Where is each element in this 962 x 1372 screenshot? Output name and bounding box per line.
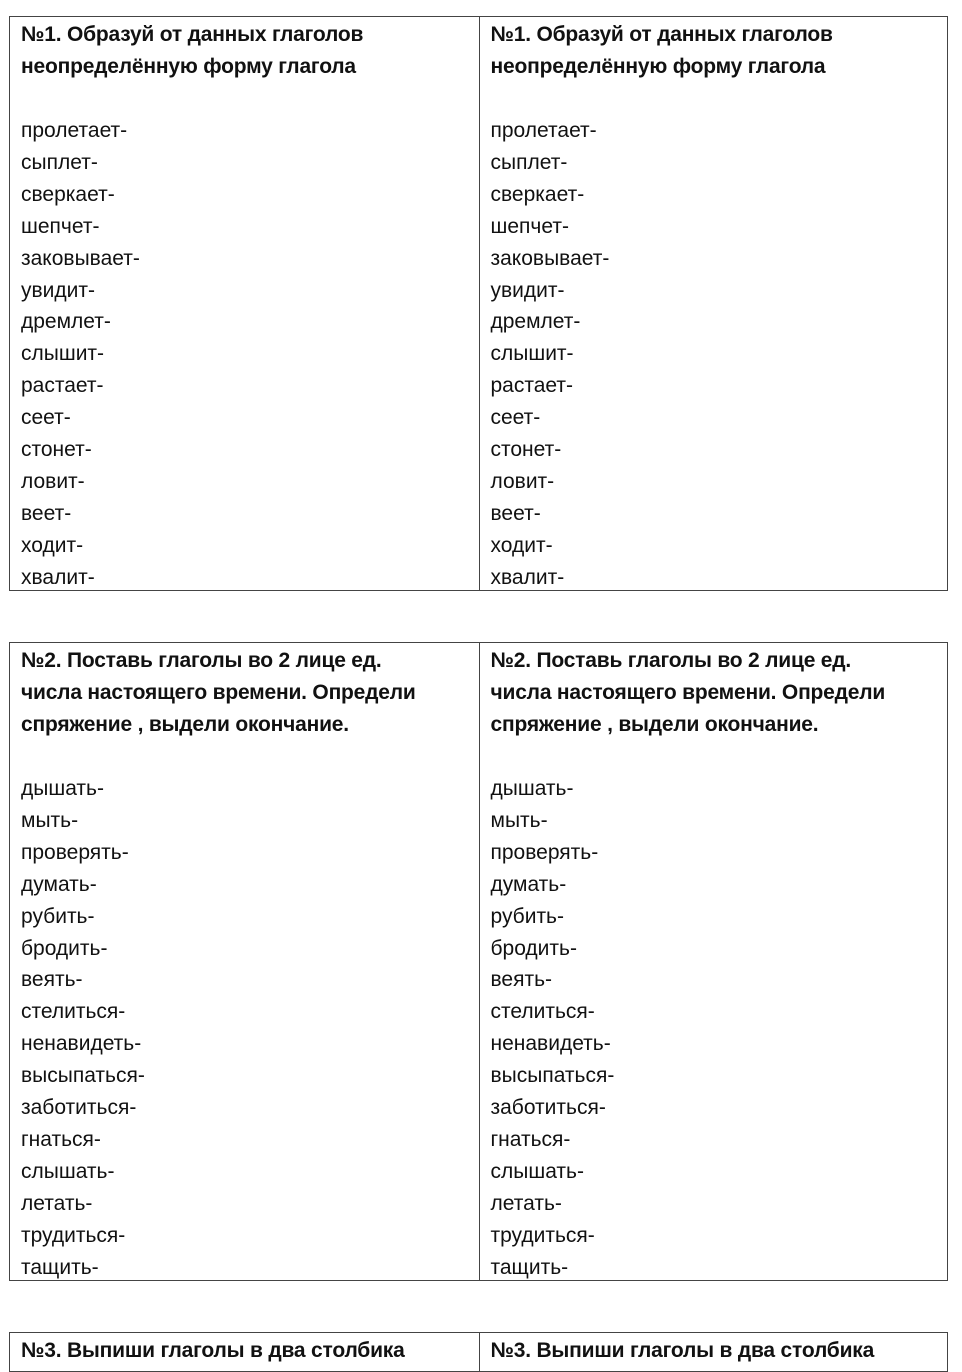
verb-item: сверкает- xyxy=(490,182,585,206)
verb-item: трудиться- xyxy=(21,1223,126,1247)
task-title: №3. Выпиши глаголы в два столбика xyxy=(21,1339,405,1362)
verb-item: рубить- xyxy=(490,904,564,928)
verb-item: ходит- xyxy=(21,533,84,557)
verb-item: сеет- xyxy=(21,406,71,430)
task-1-table xyxy=(9,16,948,591)
verb-item: хвалит- xyxy=(21,565,95,589)
verb-item: проверять- xyxy=(490,840,599,864)
verb-item: сверкает- xyxy=(21,182,115,206)
verb-item: думать- xyxy=(490,872,567,896)
verb-item: дышать- xyxy=(21,777,104,800)
verb-item: заботиться- xyxy=(21,1096,137,1120)
verb-item: летать- xyxy=(490,1191,562,1215)
verb-item: высыпаться- xyxy=(21,1064,145,1088)
task-2-card-left xyxy=(10,643,479,1280)
verb-item: думать- xyxy=(21,872,97,896)
verb-item: сыплет- xyxy=(490,150,568,174)
verb-item: веет- xyxy=(21,501,72,525)
task-3-table xyxy=(9,1332,948,1372)
verb-item: дремлет- xyxy=(21,310,111,334)
verb-item: увидит- xyxy=(21,278,95,302)
verb-item: гнаться- xyxy=(490,1127,571,1151)
task-title: №3. Выпиши глаголы в два столбика xyxy=(490,1339,875,1362)
verb-item: дышать- xyxy=(490,777,574,800)
verb-item: слышать- xyxy=(490,1159,584,1183)
verb-item: проверять- xyxy=(21,840,129,864)
verb-item: пролетает- xyxy=(490,119,597,142)
spacer xyxy=(21,83,479,115)
verb-item: стелиться- xyxy=(21,1000,126,1024)
spacer xyxy=(21,741,479,773)
verb-item: пролетает- xyxy=(21,119,128,142)
verb-item: хвалит- xyxy=(490,565,565,589)
verb-item: шепчет- xyxy=(21,214,100,238)
verb-item: трудиться- xyxy=(490,1223,595,1247)
spacer xyxy=(491,83,948,115)
task-3-card-right xyxy=(479,1333,948,1371)
verb-item: слышать- xyxy=(21,1159,115,1183)
verb-item: тащить- xyxy=(21,1255,99,1279)
verb-item: слышит- xyxy=(21,342,105,366)
task-1-card-right xyxy=(479,17,948,590)
verb-item: ненавидеть- xyxy=(490,1032,611,1056)
verb-item: ненавидеть- xyxy=(21,1032,142,1056)
task-title: №1. Образуй от данных глаголов неопределённую форму глагола xyxy=(490,23,833,78)
verb-item: растает- xyxy=(21,374,104,398)
task-2-card-right xyxy=(479,643,948,1280)
verb-item: веять- xyxy=(490,968,553,992)
verb-item: гнаться- xyxy=(21,1127,101,1151)
verb-item: веет- xyxy=(490,501,541,525)
verb-item: летать- xyxy=(21,1191,93,1215)
verb-item: заковывает- xyxy=(490,246,610,270)
verb-item: ловит- xyxy=(490,469,555,493)
task-title: №2. Поставь глаголы во 2 лице ед. числа настоящего времени. Определи спряжение , выдели окончание. xyxy=(21,649,416,736)
task-1-card-left xyxy=(10,17,479,590)
verb-item: стелиться- xyxy=(490,1000,595,1024)
verb-item: растает- xyxy=(490,374,574,398)
verb-item: шепчет- xyxy=(490,214,569,238)
verb-item: стонет- xyxy=(490,438,562,462)
verb-item: бродить- xyxy=(21,936,108,960)
verb-item: рубить- xyxy=(21,904,95,928)
spacer xyxy=(491,741,948,773)
verb-item: увидит- xyxy=(490,278,565,302)
verb-item: стонет- xyxy=(21,438,92,462)
verb-item: заковывает- xyxy=(21,246,140,270)
task-3-card-left xyxy=(10,1333,479,1371)
verb-item: сеет- xyxy=(490,406,541,430)
task-2-table xyxy=(9,642,948,1281)
verb-item: мыть- xyxy=(490,808,548,832)
verb-item: дремлет- xyxy=(490,310,581,334)
verb-item: высыпаться- xyxy=(490,1064,615,1088)
verb-item: веять- xyxy=(21,968,83,992)
verb-item: слышит- xyxy=(490,342,574,366)
task-title: №1. Образуй от данных глаголов неопределённую форму глагола xyxy=(21,23,364,78)
verb-item: сыплет- xyxy=(21,150,98,174)
verb-item: ходит- xyxy=(490,533,553,557)
verb-item: бродить- xyxy=(490,936,577,960)
verb-item: заботиться- xyxy=(490,1096,606,1120)
task-title: №2. Поставь глаголы во 2 лице ед. числа настоящего времени. Определи спряжение , выдели окончание. xyxy=(490,649,886,736)
verb-item: ловит- xyxy=(21,469,85,493)
verb-item: мыть- xyxy=(21,808,79,832)
verb-item: тащить- xyxy=(490,1255,569,1279)
